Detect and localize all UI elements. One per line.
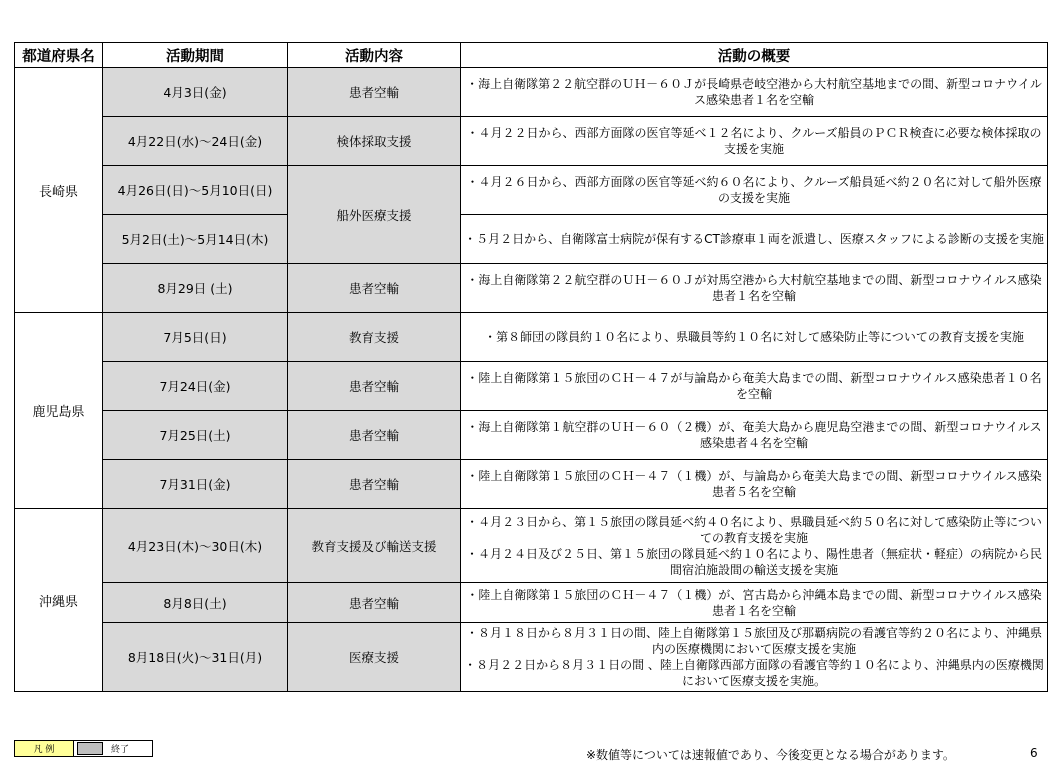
content-cell: 患者空輸: [288, 362, 461, 411]
header-row: [15, 43, 1048, 68]
content-cell: 検体採取支援: [288, 117, 461, 166]
prefecture-nagasaki: 長崎県: [15, 68, 103, 313]
content-cell: 患者空輸: [288, 264, 461, 313]
summary-line: ・４月２２日から、西部方面隊の医官等延べ１２名により、クルーズ船員のＰＣＲ検査に必要な検体採取の支援を実施: [466, 126, 1042, 156]
table-row: [15, 68, 1048, 117]
summary-line: ・陸上自衛隊第１５旅団のＣＨ－４７（１機）が、与論島から奄美大島までの間、新型コロナウイルス感染患者５名を空輸: [466, 469, 1042, 499]
summary-cell: [461, 362, 1048, 411]
content-cell: 教育支援: [288, 313, 461, 362]
table-row: [15, 583, 1048, 623]
summary-cell: [461, 264, 1048, 313]
table-row: [15, 313, 1048, 362]
summary-cell: [461, 623, 1048, 692]
period-cell: 4月22日(水)～24日(金): [103, 117, 288, 166]
summary-line: ・陸上自衛隊第１５旅団のＣＨ－４７（１機）が、宮古島から沖縄本島までの間、新型コロナウイルス感染患者１名を空輸: [466, 587, 1042, 618]
legend-swatch: [77, 742, 103, 755]
content-cell: 医療支援: [288, 623, 461, 692]
summary-line: ・４月２６日から、西部方面隊の医官等延べ約６０名により、クルーズ船員延べ約２０名に対して船外医療の支援を実施: [466, 175, 1042, 205]
content-cell: 患者空輸: [288, 460, 461, 509]
summary-cell: [461, 411, 1048, 460]
summary-line: ・陸上自衛隊第１５旅団のＣＨ－４７が与論島から奄美大島までの間、新型コロナウイルス感染患者１０名を空輸: [466, 371, 1042, 401]
period-cell: 7月5日(日): [103, 313, 288, 362]
summary-cell: [461, 460, 1048, 509]
legend-title: 凡 例: [14, 740, 74, 757]
header-period: 活動期間: [103, 43, 288, 68]
summary-cell: [461, 509, 1048, 583]
summary-line: ・４月２３日から、第１５旅団の隊員延べ約４０名により、県職員延べ約５０名に対して感染防止等についての教育支援を実施: [466, 514, 1042, 545]
period-cell: 8月8日(土): [103, 583, 288, 623]
period-cell: 4月23日(木)～30日(木): [103, 509, 288, 583]
header-summary: 活動の概要: [461, 43, 1048, 68]
content-cell: 患者空輸: [288, 411, 461, 460]
activity-table: [14, 42, 1048, 692]
period-cell: 4月26日(日)～5月10日(日): [103, 166, 288, 215]
content-cell: 船外医療支援: [288, 166, 461, 264]
table-row: [15, 362, 1048, 411]
summary-line: ・海上自衛隊第２２航空群のＵＨ－６０Ｊが対馬空港から大村航空基地までの間、新型コロナウイルス感染患者１名を空輸: [466, 273, 1042, 303]
summary-line: ・８月２２日から８月３１日の間 、陸上自衛隊西部方面隊の看護官等約１０名により、沖縄県内の医療機関において医療支援を実施。: [464, 658, 1044, 688]
table-row: [15, 623, 1048, 692]
summary-cell: [461, 166, 1048, 215]
table-row: [15, 509, 1048, 583]
prefecture-okinawa: 沖縄県: [15, 509, 103, 692]
summary-line: ・４月２４日及び２５日、第１５旅団の隊員延べ約１０名により、陽性患者（無症状・軽症）の病院から民間宿泊施設間の輸送支援を実施: [465, 546, 1042, 577]
summary-cell: [461, 215, 1048, 264]
footnote: ※数値等については速報値であり、今後変更となる場合があります。: [586, 748, 955, 762]
period-cell: 8月29日 (土): [103, 264, 288, 313]
summary-cell: [461, 68, 1048, 117]
period-cell: 7月24日(金): [103, 362, 288, 411]
summary-line: ・海上自衛隊第２２航空群のＵＨ－６０Ｊが長崎県壱岐空港から大村航空基地までの間、新型コロナウイルス感染患者１名を空輸: [466, 77, 1042, 107]
summary-line: ・第８師団の隊員約１０名により、県職員等約１０名に対して感染防止等についての教育支援を実施: [484, 330, 1024, 344]
summary-line: ・５月２日から、自衛隊富士病院が保有するCT診療車１両を派遣し、医療スタッフによる診断の支援を実施: [464, 232, 1044, 246]
period-cell: 7月25日(土): [103, 411, 288, 460]
table-row: [15, 264, 1048, 313]
page-number: 6: [1030, 746, 1038, 760]
period-cell: 4月3日(金): [103, 68, 288, 117]
content-cell: 患者空輸: [288, 68, 461, 117]
legend-item: [74, 740, 153, 757]
period-cell: 8月18日(火)～31日(月): [103, 623, 288, 692]
period-cell: 7月31日(金): [103, 460, 288, 509]
table-row: [15, 166, 1048, 215]
prefecture-kagoshima: 鹿児島県: [15, 313, 103, 509]
summary-cell: [461, 313, 1048, 362]
header-content: 活動内容: [288, 43, 461, 68]
summary-line: ・８月１８日から８月３１日の間、陸上自衛隊第１５旅団及び那覇病院の看護官等約２０名により、沖縄県内の医療機関において医療支援を実施: [465, 626, 1042, 656]
table-row: [15, 460, 1048, 509]
period-cell: 5月2日(土)～5月14日(木): [103, 215, 288, 264]
table-row: [15, 215, 1048, 264]
summary-cell: [461, 117, 1048, 166]
content-cell: 教育支援及び輸送支援: [288, 509, 461, 583]
table-row: [15, 117, 1048, 166]
legend: [14, 740, 153, 757]
summary-cell: [461, 583, 1048, 623]
table-row: [15, 411, 1048, 460]
summary-line: ・海上自衛隊第１航空群のＵＨ－６０（２機）が、奄美大島から鹿児島空港までの間、新型コロナウイルス感染患者４名を空輸: [466, 420, 1042, 450]
content-cell: 患者空輸: [288, 583, 461, 623]
header-prefecture: 都道府県名: [15, 43, 103, 68]
legend-item-label: 終了: [111, 745, 130, 755]
